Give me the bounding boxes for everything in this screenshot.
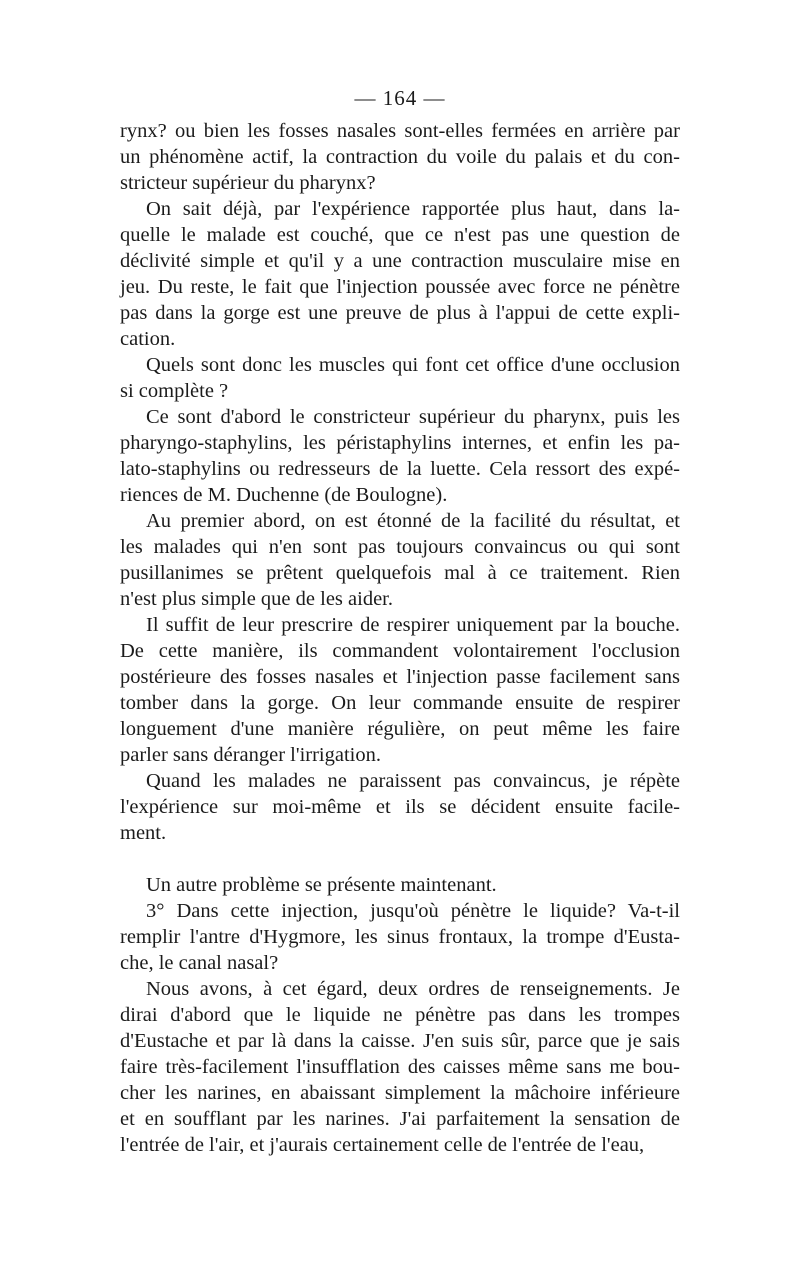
text-line: jeu. Du reste, le fait que l'injection poussée avec force ne pénètre bbox=[120, 276, 680, 298]
paragraph bbox=[120, 768, 680, 846]
text-line: Quels sont donc les muscles qui font cet office d'une occlusion bbox=[146, 354, 680, 376]
text-line: faire très-facilement l'insufflation des caisses même sans me bou- bbox=[120, 1056, 680, 1078]
paragraph bbox=[120, 898, 680, 976]
paragraph bbox=[120, 976, 680, 1158]
text-line: remplir l'antre d'Hygmore, les sinus frontaux, la trompe d'Eusta- bbox=[120, 926, 680, 948]
text-line: et en soufflant par les narines. J'ai parfaitement la sensation de bbox=[120, 1108, 680, 1130]
text-line: riences de M. Duchenne (de Boulogne). bbox=[120, 484, 448, 506]
text-line: stricteur supérieur du pharynx? bbox=[120, 172, 376, 194]
paragraph bbox=[120, 352, 680, 404]
text-line: cation. bbox=[120, 328, 176, 350]
text-line: si complète ? bbox=[120, 380, 229, 402]
paragraph bbox=[120, 508, 680, 612]
text-line: pharyngo-staphylins, les péristaphylins internes, et enfin les pa- bbox=[120, 432, 680, 454]
paragraph-gap bbox=[120, 846, 680, 872]
text-line: Quand les malades ne paraissent pas convaincus, je répète bbox=[146, 770, 680, 792]
text-line: cher les narines, en abaissant simplement la mâchoire inférieure bbox=[120, 1082, 680, 1104]
text-line: ment. bbox=[120, 822, 167, 844]
body-text bbox=[120, 118, 680, 1158]
text-line: parler sans déranger l'irrigation. bbox=[120, 744, 381, 766]
text-line: On sait déjà, par l'expérience rapportée plus haut, dans la- bbox=[146, 198, 680, 220]
text-line: tomber dans la gorge. On leur commande ensuite de respirer bbox=[120, 692, 680, 714]
text-line: Nous avons, à cet égard, deux ordres de renseignements. Je bbox=[146, 978, 680, 1000]
text-line: Il suffit de leur prescrire de respirer uniquement par la bouche. bbox=[146, 614, 680, 636]
paragraph bbox=[120, 118, 680, 196]
text-line: che, le canal nasal? bbox=[120, 952, 279, 974]
text-line: un phénomène actif, la contraction du voile du palais et du con- bbox=[120, 146, 680, 168]
text-line: Au premier abord, on est étonné de la facilité du résultat, et bbox=[146, 510, 680, 532]
text-line: pusillanimes se prêtent quelquefois mal à ce traitement. Rien bbox=[120, 562, 680, 584]
text-line: quelle le malade est couché, que ce n'est pas une question de bbox=[120, 224, 680, 246]
text-line: 3° Dans cette injection, jusqu'où pénètre le liquide? Va-t-il bbox=[146, 900, 680, 922]
text-line: lato-staphylins ou redresseurs de la luette. Cela ressort des expé- bbox=[120, 458, 680, 480]
text-line: postérieure des fosses nasales et l'injection passe facilement sans bbox=[120, 666, 680, 688]
text-line: pas dans la gorge est une preuve de plus à l'appui de cette expli- bbox=[120, 302, 680, 324]
text-line: l'expérience sur moi-même et ils se décident ensuite facile- bbox=[120, 796, 680, 818]
text-line: déclivité simple et qu'il y a une contraction musculaire mise en bbox=[120, 250, 680, 272]
text-line: Un autre problème se présente maintenant. bbox=[146, 874, 497, 896]
paragraph bbox=[120, 196, 680, 352]
text-line: Ce sont d'abord le constricteur supérieur du pharynx, puis les bbox=[146, 406, 680, 428]
text-line: d'Eustache et par là dans la caisse. J'en suis sûr, parce que je sais bbox=[120, 1030, 680, 1052]
text-line: De cette manière, ils commandent volontairement l'occlusion bbox=[120, 640, 680, 662]
paragraph bbox=[120, 612, 680, 768]
text-line: les malades qui n'en sont pas toujours convaincus ou qui sont bbox=[120, 536, 680, 558]
paragraph bbox=[120, 872, 680, 898]
paragraph bbox=[120, 404, 680, 508]
page-number: — 164 — bbox=[354, 86, 446, 110]
text-line: longuement d'une manière régulière, on peut même les faire bbox=[120, 718, 680, 740]
text-line: rynx? ou bien les fosses nasales sont-elles fermées en arrière par bbox=[120, 120, 680, 142]
text-line: dirai d'abord que le liquide ne pénètre pas dans les trompes bbox=[120, 1004, 680, 1026]
text-line: n'est plus simple que de les aider. bbox=[120, 588, 393, 610]
text-line: l'entrée de l'air, et j'aurais certainement celle de l'entrée de l'eau, bbox=[120, 1134, 645, 1156]
